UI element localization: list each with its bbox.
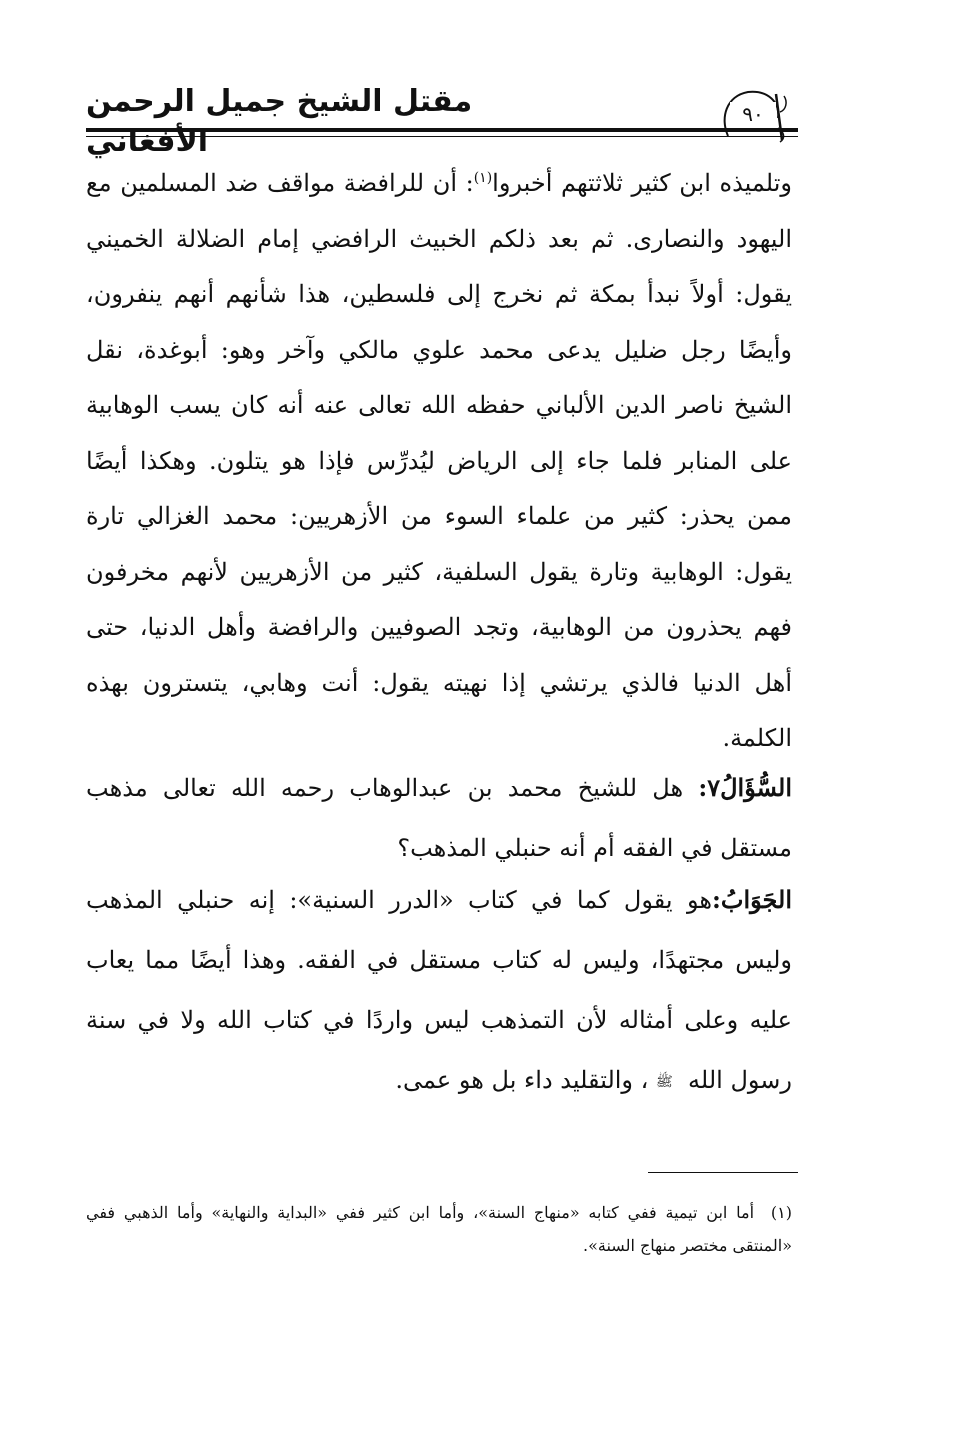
body-paragraph (86, 156, 792, 767)
footnote-reference: (١) (473, 170, 493, 186)
answer-text-end: ، والتقليد داء بل هو عمى. (395, 1066, 649, 1094)
answer-block (86, 870, 792, 1110)
footnote (86, 1196, 792, 1262)
footnote-marker: (١) (770, 1203, 792, 1222)
footnote-separator (648, 1172, 798, 1173)
answer-label: الجَوَابُ: (712, 885, 792, 914)
salutation-glyph: ﷺ (655, 1073, 673, 1090)
question-block (86, 758, 792, 878)
paragraph-text-start: وتلميذه ابن كثير ثلاثتهم أخبروا (492, 169, 792, 197)
footnote-text: أما ابن تيمية ففي كتابه «منهاج السنة»، وأما ابن كثير ففي «البداية والنهاية» وأما الذهبي ففي «المنتقى مختصر منهاج السنة». (86, 1203, 792, 1255)
question-text: هل للشيخ محمد بن عبدالوهاب رحمه الله تعالى مذهب مستقل في الفقه أم أنه حنبلي المذهب؟ (86, 774, 792, 862)
answer-text: هو يقول كما في كتاب «الدرر السنية»: إنه حنبلي المذهب وليس مجتهدًا، وليس له كتاب مستقل في الفقه. وهذا أيضًا مما يعاب عليه وعلى أمثاله لأن التمذهب ليس واردًا في كتاب الله ولا في سنة رسول الله (86, 886, 792, 1094)
header-rule (86, 128, 798, 132)
page-number: ٩٠ (730, 102, 776, 126)
header-rule-thin (86, 136, 798, 137)
header-title: مقتل الشيخ جميل الرحمن الأفغاني (86, 84, 473, 159)
page-header (86, 70, 798, 160)
paragraph-text-rest: : أن للرافضة مواقف ضد المسلمين مع اليهود والنصارى. ثم بعد ذلكم الخبيث الرافضي إمام الضلالة الخميني يقول: أولاً نبدأ بمكة ثم نخرج إلى فلسطين، هذا شأنهم أنهم ينفرون، وأيضًا رجل ضليل يدعى محمد علوي مالكي وآخر وهو: أبوغدة، نقل الشيخ ناصر الدين الألباني حفظه الله تعالى عنه أنه كان يسب الوهابية على المنابر فلما جاء إلى الرياض ليُدرِّس فإذا هو يتلون. وهكذا أيضًا ممن يحذر: كثير من علماء السوء من الأزهريين: محمد الغزالي تارة يقول: الوهابية وتارة يقول السلفية، كثير من الأزهريين لأنهم مخرفون فهم يحذرون من الوهابية، وتجد الصوفيين والرافضة وأهل الدنيا، حتى أهل الدنيا فالذي يرتشي إذا نهيته يقول: أنت وهابي، يتسترون بهذه الكلمة. (86, 169, 792, 752)
question-label: السُّؤَالُ٧: (698, 773, 792, 802)
page-number-badge (718, 88, 788, 136)
